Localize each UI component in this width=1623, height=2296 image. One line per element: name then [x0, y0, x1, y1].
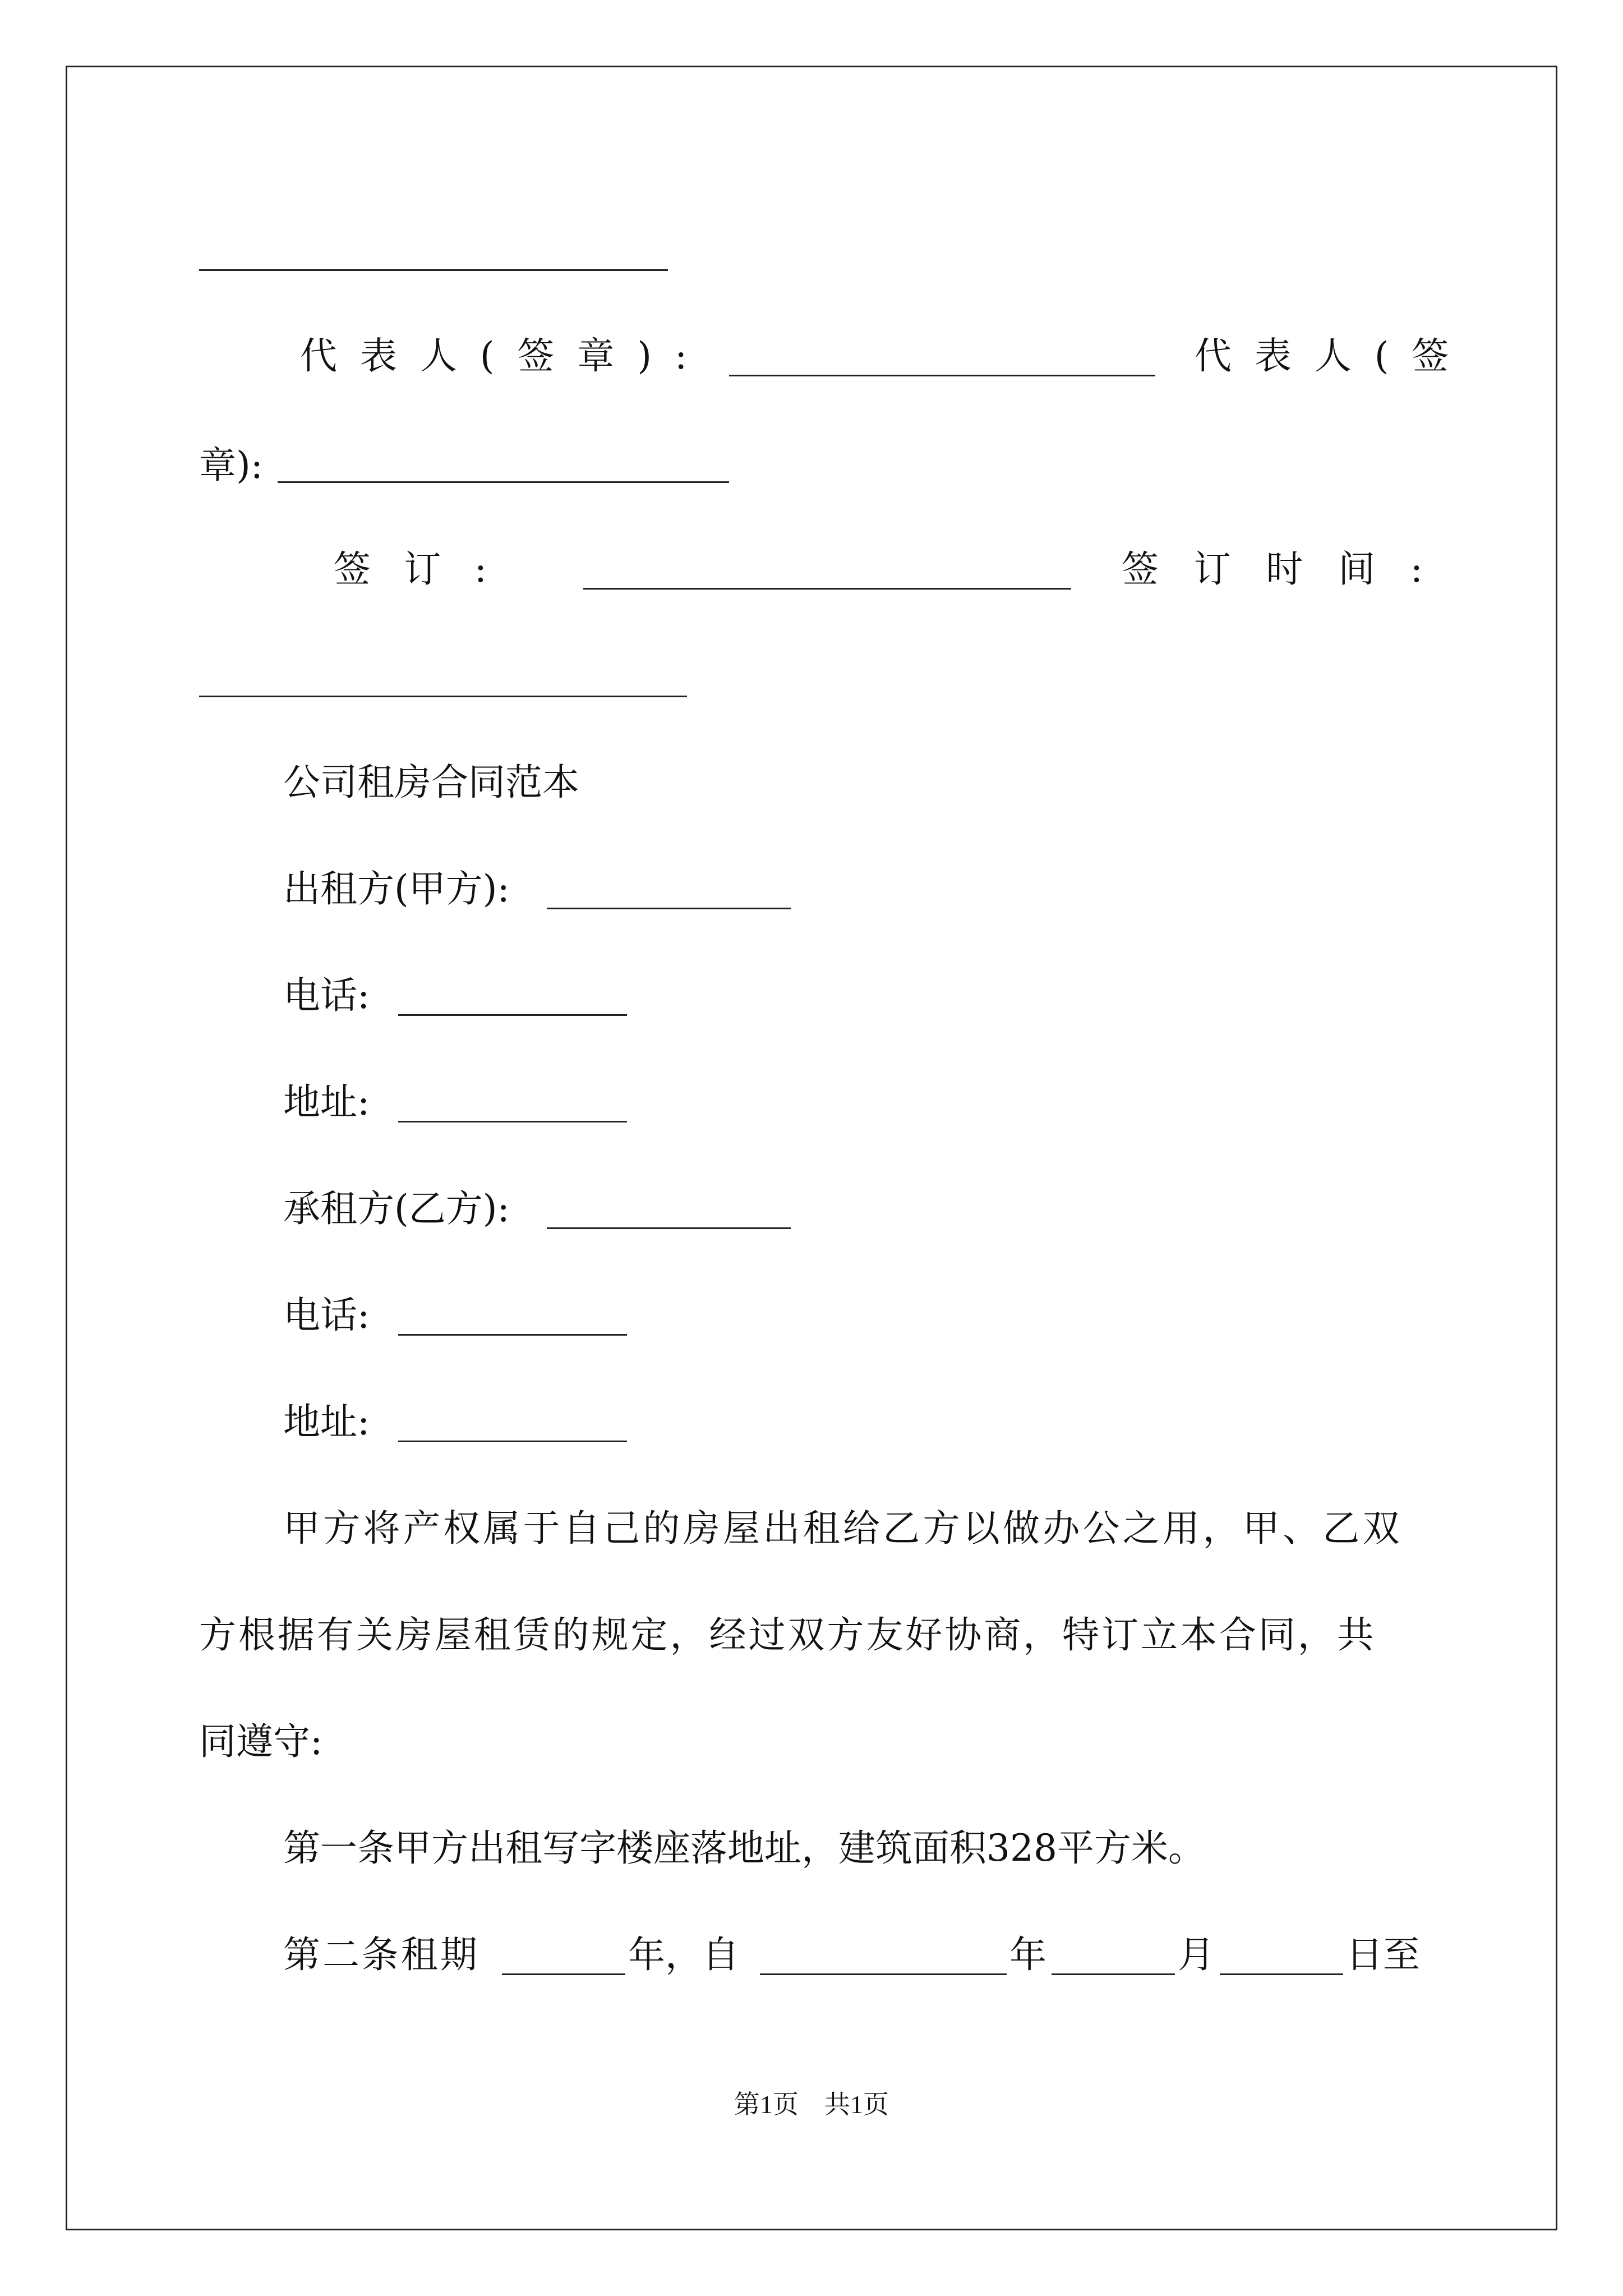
blank-line [398, 1014, 627, 1016]
blank-line [760, 1973, 1007, 1975]
article-2-prefix: 第二条租期 [283, 1933, 479, 1976]
representative-label-2: 代表人(签 [1195, 334, 1472, 378]
intro-line-1: 甲方将产权属于自己的房屋出租给乙方以做办公之用，甲、乙双 [283, 1507, 1403, 1550]
sign-label-1: 签订: [334, 547, 520, 591]
representative-label-1: 代表人(签章): [300, 334, 711, 378]
blank-line [1220, 1973, 1343, 1975]
representative-label-2-cont: 章): [199, 444, 263, 487]
article-2-day-to: 日至 [1346, 1933, 1420, 1976]
blank-line [278, 481, 729, 483]
intro-line-3: 同遵守: [199, 1720, 323, 1763]
intro-line-2: 方根据有关房屋租赁的规定，经过双方友好协商，特订立本合同，共 [199, 1613, 1376, 1657]
blank-line [729, 375, 1155, 376]
blank-line [199, 269, 668, 271]
lessor-label: 出租方(甲方): [283, 867, 510, 910]
page-footer: 第1页 共1页 [734, 2090, 889, 2119]
blank-line [398, 1121, 627, 1122]
article-2-year-label: 年 [1009, 1933, 1046, 1976]
blank-line [398, 1334, 627, 1336]
blank-line [547, 1227, 791, 1229]
blank-line [199, 696, 687, 697]
blank-line [398, 1441, 627, 1442]
blank-line [1052, 1973, 1175, 1975]
lessee-phone-label: 电话: [283, 1294, 370, 1337]
lessor-address-label: 地址: [283, 1080, 370, 1124]
blank-line [502, 1973, 625, 1975]
lessor-phone-label: 电话: [283, 974, 370, 1017]
article-2-month-label: 月 [1178, 1933, 1215, 1976]
article-2-year-unit: 年，自 [628, 1933, 739, 1976]
document-title: 公司租房合同范本 [283, 761, 579, 804]
blank-line [583, 588, 1071, 590]
article-1: 第一条甲方出租写字楼座落地址，建筑面积328平方米。 [283, 1826, 1205, 1870]
page-border [66, 66, 1557, 2230]
blank-line [547, 908, 791, 909]
lessee-address-label: 地址: [283, 1400, 370, 1443]
lessee-label: 承租方(乙方): [283, 1187, 510, 1230]
sign-label-2: 签订时间: [1122, 547, 1458, 591]
